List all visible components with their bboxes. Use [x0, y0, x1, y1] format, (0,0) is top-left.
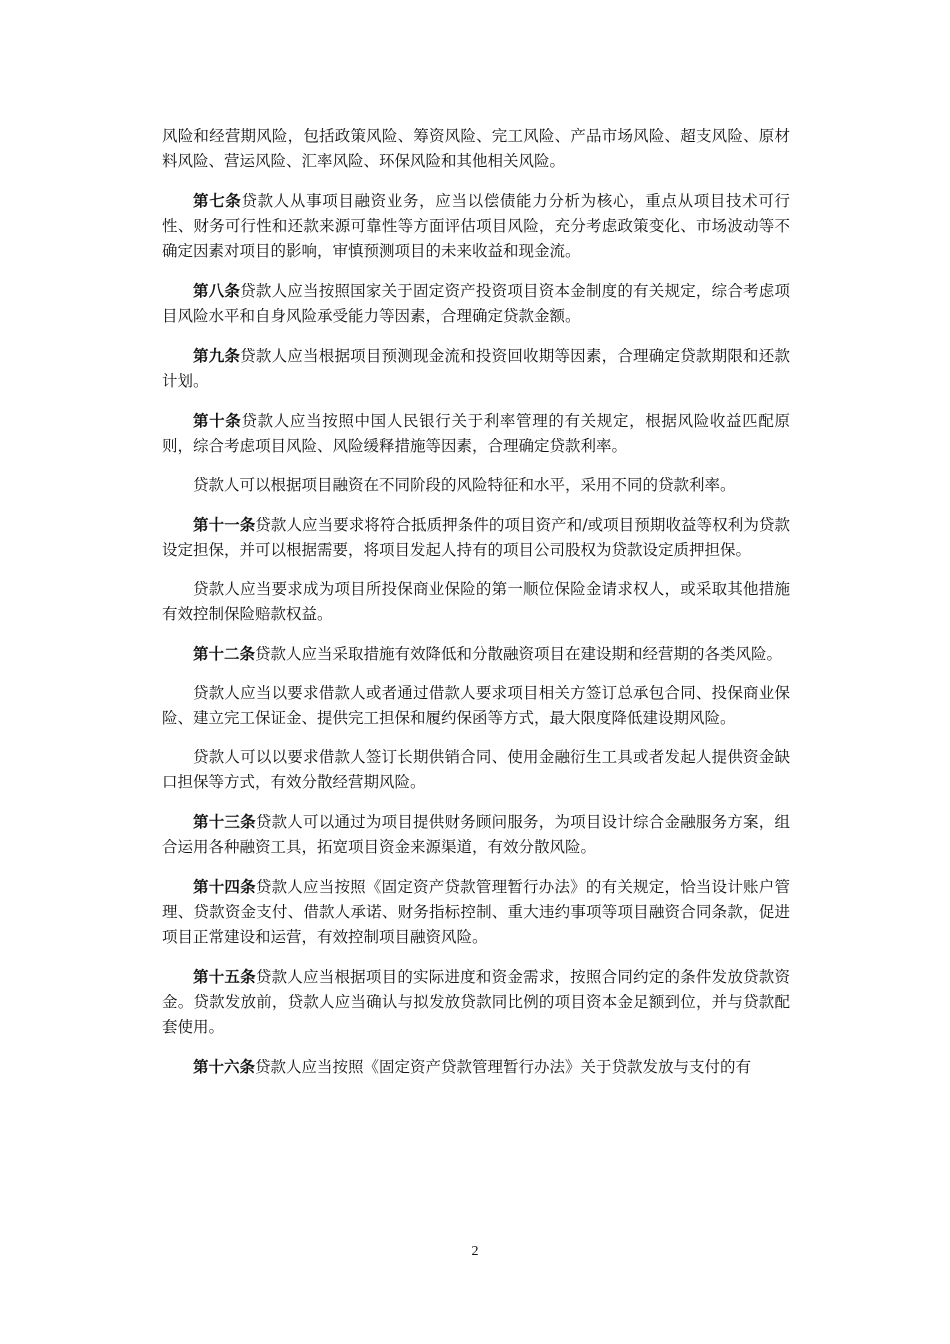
article-number: 第十条	[193, 411, 242, 430]
article-16	[162, 1054, 790, 1080]
paragraph-interest-rate	[162, 473, 790, 498]
paragraph-text: 贷款人应当要求成为项目所投保商业保险的第一顺位保险金请求权人，或采取其他措施有效控制保险赔款权益。	[162, 580, 790, 623]
paragraph-text: 风险和经营期风险，包括政策风险、筹资风险、完工风险、产品市场风险、超支风险、原材料风险、营运风险、汇率风险、环保风险和其他相关风险。	[162, 127, 790, 170]
article-number: 第九条	[193, 346, 241, 365]
article-10	[162, 408, 790, 459]
paragraph-text: 贷款人可以以要求借款人签订长期供销合同、使用金融衍生工具或者发起人提供资金缺口担保等方式，有效分散经营期风险。	[162, 748, 790, 791]
article-12	[162, 641, 790, 667]
article-text: 贷款人可以通过为项目提供财务顾问服务，为项目设计综合金融服务方案，组合运用各种融资工具，拓宽项目资金来源渠道，有效分散风险。	[162, 813, 790, 856]
article-9	[162, 343, 790, 394]
paragraph-insurance	[162, 577, 790, 627]
article-text: 贷款人从事项目融资业务，应当以偿债能力分析为核心，重点从项目技术可行性、财务可行性和还款来源可靠性等方面评估项目风险，充分考虑政策变化、市场波动等不确定因素对项目的影响，审慎预测项目的未来收益和现金流。	[162, 192, 790, 260]
article-number: 第十四条	[193, 877, 256, 896]
article-7	[162, 188, 790, 264]
article-number: 第八条	[193, 281, 241, 300]
paragraph-operation-risk	[162, 745, 790, 795]
document-body	[162, 124, 790, 1094]
article-number: 第十一条	[193, 515, 256, 534]
article-text: 贷款人应当按照国家关于固定资产投资项目资本金制度的有关规定，综合考虑项目风险水平和自身风险承受能力等因素，合理确定贷款金额。	[162, 282, 790, 325]
article-text: 贷款人应当根据项目的实际进度和资金需求，按照合同约定的条件发放贷款资金。贷款发放前，贷款人应当确认与拟发放贷款同比例的项目资本金足额到位，并与贷款配套使用。	[162, 968, 790, 1036]
article-number: 第十五条	[193, 967, 256, 986]
article-number: 第十二条	[193, 644, 256, 663]
article-number: 第十三条	[193, 812, 256, 831]
article-text: 贷款人应当按照中国人民银行关于利率管理的有关规定，根据风险收益匹配原则，综合考虑项目风险、风险缓释措施等因素，合理确定贷款利率。	[162, 412, 790, 455]
article-8	[162, 278, 790, 329]
paragraph-1	[162, 124, 790, 174]
article-number: 第七条	[193, 191, 242, 210]
paragraph-text: 贷款人可以根据项目融资在不同阶段的风险特征和水平，采用不同的贷款利率。	[193, 476, 736, 494]
article-11	[162, 512, 790, 563]
article-text: 贷款人应当要求将符合抵质押条件的项目资产和/或项目预期收益等权利为贷款设定担保，并可以根据需要，将项目发起人持有的项目公司股权为贷款设定质押担保。	[162, 516, 790, 559]
article-14	[162, 874, 790, 950]
paragraph-construction-risk	[162, 681, 790, 731]
article-text: 贷款人应当根据项目预测现金流和投资回收期等因素，合理确定贷款期限和还款计划。	[162, 347, 790, 390]
article-text: 贷款人应当按照《固定资产贷款管理暂行办法》的有关规定，恰当设计账户管理、贷款资金支付、借款人承诺、财务指标控制、重大违约事项等项目融资合同条款，促进项目正常建设和运营，有效控制项目融资风险。	[162, 878, 790, 946]
article-13	[162, 809, 790, 860]
article-text: 贷款人应当采取措施有效降低和分散融资项目在建设期和经营期的各类风险。	[255, 645, 783, 663]
article-text: 贷款人应当按照《固定资产贷款管理暂行办法》关于贷款发放与支付的有	[255, 1058, 752, 1076]
article-number: 第十六条	[193, 1057, 256, 1076]
paragraph-text: 贷款人应当以要求借款人或者通过借款人要求项目相关方签订总承包合同、投保商业保险、建立完工保证金、提供完工担保和履约保函等方式，最大限度降低建设期风险。	[162, 684, 790, 727]
article-15	[162, 964, 790, 1040]
page-number: 2	[471, 1244, 479, 1259]
